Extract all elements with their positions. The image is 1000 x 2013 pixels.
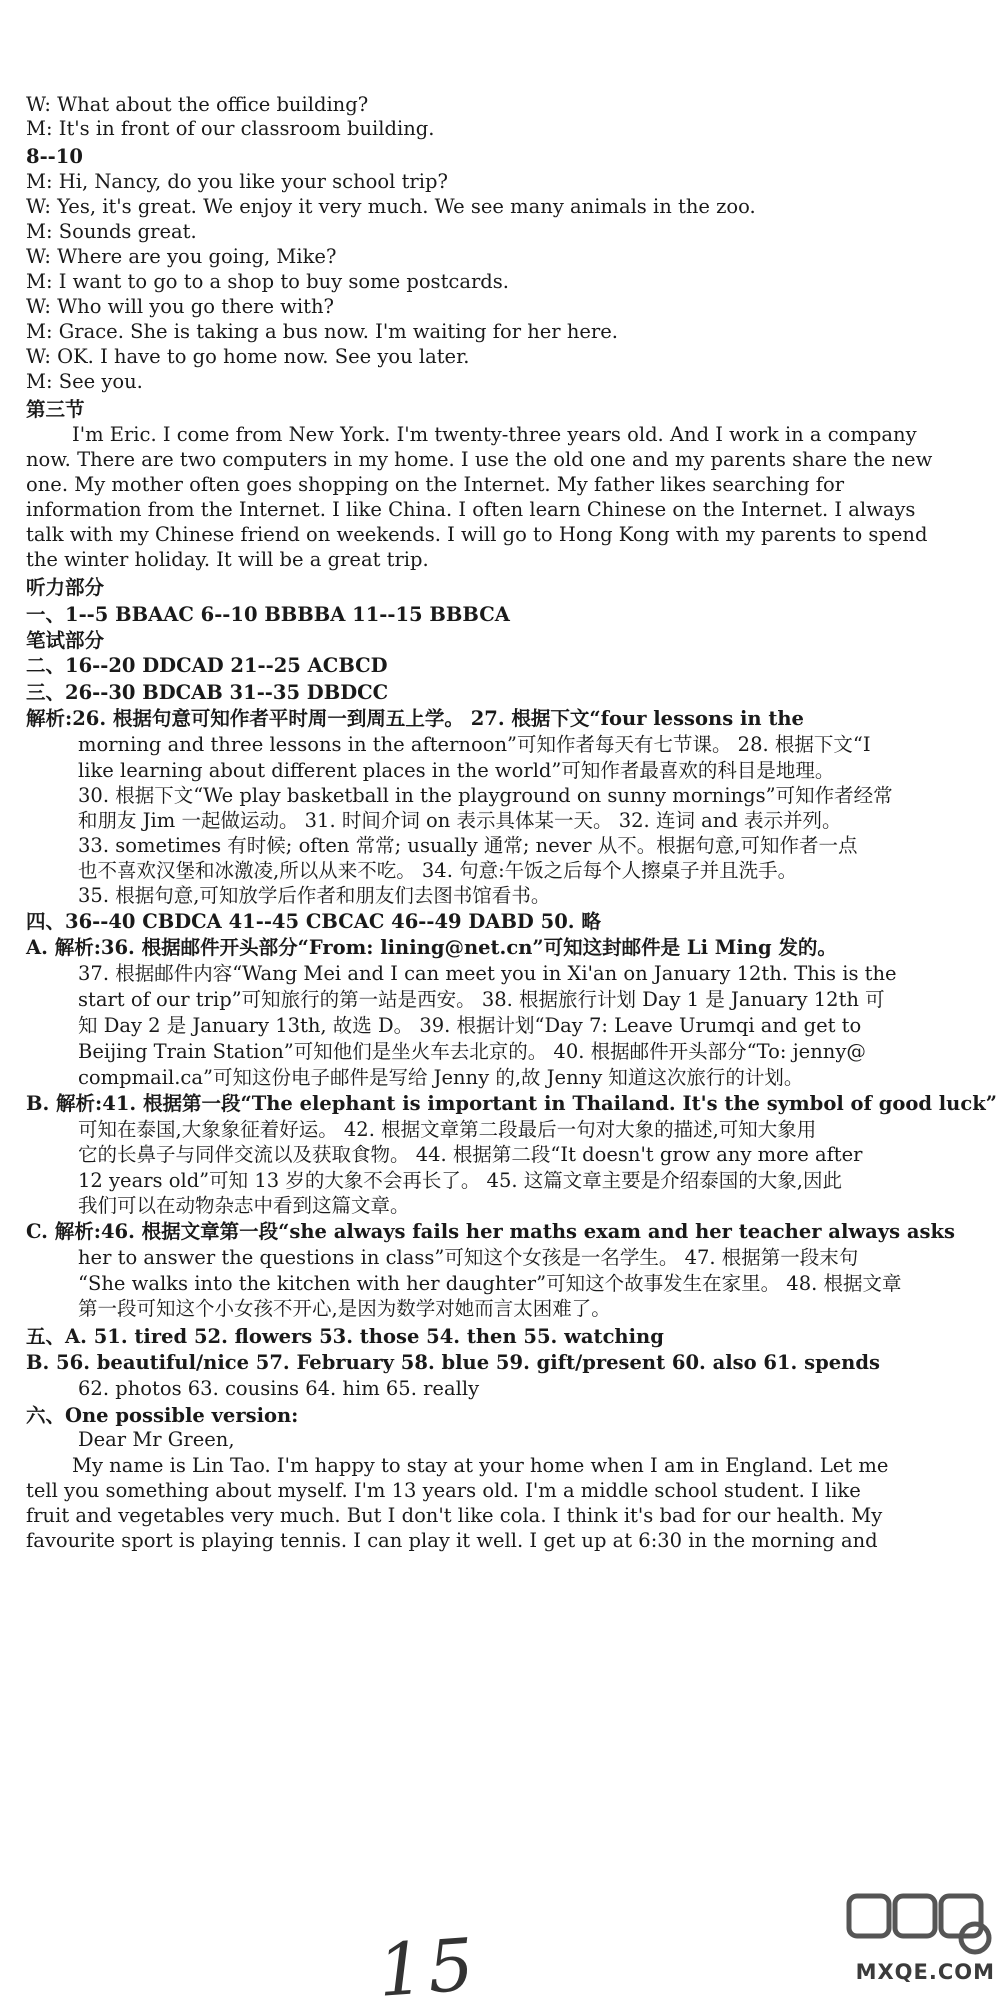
text-line: M: See you. — [26, 370, 143, 393]
text-line: compmail.ca”可知这份电子邮件是写给 Jenny 的,故 Jenny 知道这次旅行的计划。 — [78, 1066, 804, 1089]
text-line: 也不喜欢汉堡和冰激凌,所以从来不吃。 34. 句意:午饭之后每个人擦桌子并且洗手。 — [78, 859, 798, 882]
watermark-text: MXQE.COM — [855, 1960, 995, 1984]
text-line: 第一段可知这个小女孩不开心,是因为数学对她而言太困难了。 — [78, 1297, 611, 1320]
text-line: favourite sport is playing tennis. I can play it well. I get up at 6:30 in the morning and — [26, 1529, 878, 1552]
text-line: I'm Eric. I come from New York. I'm twenty-three years old. And I work in a company — [72, 423, 917, 446]
text-line: M: It's in front of our classroom building. — [26, 117, 435, 140]
text-line: 12 years old”可知 13 岁的大象不会再长了。 45. 这篇文章主要是介绍泰国的大象,因此 — [78, 1169, 842, 1192]
text-line: 33. sometimes 有时候; often 常常; usually 通常; never 从不。根据句意,可知作者一点 — [78, 834, 858, 857]
text-line: 解析:26. 根据句意可知作者平时周一到周五上学。 27. 根据下文“four lessons in the — [26, 707, 804, 730]
text-line: 四、36--40 CBDCA 41--45 CBCAC 46--49 DABD 50. 略 — [26, 910, 601, 933]
text-line: 30. 根据下文“We play basketball in the playground on sunny mornings”可知作者经常 — [78, 784, 893, 807]
text-line: the winter holiday. It will be a great trip. — [26, 548, 429, 571]
text-line: Beijing Train Station”可知他们是坐火车去北京的。 40. 根据邮件开头部分“To: jenny@ — [78, 1040, 866, 1063]
text-line: C. 解析:46. 根据文章第一段“she always fails her maths exam and her teacher always asks — [26, 1220, 955, 1243]
text-line: Dear Mr Green, — [78, 1428, 235, 1451]
text-line: M: Grace. She is taking a bus now. I'm waiting for her here. — [26, 320, 618, 343]
watermark-logo-icon — [845, 1888, 995, 1958]
text-line: 62. photos 63. cousins 64. him 65. really — [78, 1377, 480, 1400]
text-line: information from the Internet. I like China. I often learn Chinese on the Internet. I always — [26, 498, 916, 521]
text-line: W: OK. I have to go home now. See you later. — [26, 345, 470, 368]
text-line: M: I want to go to a shop to buy some postcards. — [26, 270, 509, 293]
text-line: M: Sounds great. — [26, 220, 197, 243]
text-line: tell you something about myself. I'm 13 years old. I'm a middle school student. I like — [26, 1479, 861, 1502]
text-line: 我们可以在动物杂志中看到这篇文章。 — [78, 1194, 410, 1217]
text-line: W: Yes, it's great. We enjoy it very much. We see many animals in the zoo. — [26, 195, 756, 218]
text-line: fruit and vegetables very much. But I don't like cola. I think it's bad for our health. My — [26, 1504, 883, 1527]
text-line: B. 解析:41. 根据第一段“The elephant is important in Thailand. It's the symbol of good luck” — [26, 1092, 997, 1115]
text-line: 六、One possible version: — [26, 1404, 299, 1427]
text-line: start of our trip”可知旅行的第一站是西安。 38. 根据旅行计划 Day 1 是 January 12th 可 — [78, 988, 885, 1011]
text-line: one. My mother often goes shopping on the Internet. My father likes searching for — [26, 473, 845, 496]
text-line: now. There are two computers in my home. I use the old one and my parents share the new — [26, 448, 933, 471]
text-line: her to answer the questions in class”可知这个女孩是一名学生。 47. 根据第一段末句 — [78, 1246, 859, 1269]
text-line: 35. 根据句意,可知放学后作者和朋友们去图书馆看书。 — [78, 884, 551, 907]
text-line: A. 解析:36. 根据邮件开头部分“From: lining@net.cn”可知这封邮件是 Li Ming 发的。 — [26, 936, 837, 959]
text-line: 和朋友 Jim 一起做运动。 31. 时间介词 on 表示具体某一天。 32. 连词 and 表示并列。 — [78, 809, 842, 832]
text-line: 它的长鼻子与同伴交流以及获取食物。 44. 根据第二段“It doesn't grow any more after — [78, 1143, 863, 1166]
text-line: 听力部分 — [26, 576, 105, 599]
text-line: W: What about the office building? — [26, 93, 369, 116]
text-line: 可知在泰国,大象象征着好运。 42. 根据文章第二段最后一句对大象的描述,可知大象用 — [78, 1118, 817, 1141]
text-line: 8--10 — [26, 145, 83, 168]
text-line: My name is Lin Tao. I'm happy to stay at your home when I am in England. Let me — [72, 1454, 889, 1477]
text-line: M: Hi, Nancy, do you like your school trip? — [26, 170, 448, 193]
handwritten-page-number: 15 — [375, 1922, 481, 2013]
text-line: 第三节 — [26, 398, 85, 421]
text-line: 知 Day 2 是 January 13th, 故选 D。 39. 根据计划“Day 7: Leave Urumqi and get to — [78, 1014, 862, 1037]
text-line: 一、1--5 BBAAC 6--10 BBBBA 11--15 BBBCA — [26, 603, 510, 626]
text-line: B. 56. beautiful/nice 57. February 58. blue 59. gift/present 60. also 61. spends — [26, 1351, 880, 1374]
text-line: morning and three lessons in the afternoon”可知作者每天有七节课。 28. 根据下文“I — [78, 733, 871, 756]
text-line: 五、A. 51. tired 52. flowers 53. those 54. then 55. watching — [26, 1325, 664, 1348]
text-line: 二、16--20 DDCAD 21--25 ACBCD — [26, 654, 388, 677]
text-line: 三、26--30 BDCAB 31--35 DBDCC — [26, 681, 389, 704]
text-line: like learning about different places in the world”可知作者最喜欢的科目是地理。 — [78, 759, 835, 782]
text-line: “She walks into the kitchen with her daughter”可知这个故事发生在家里。 48. 根据文章 — [78, 1272, 902, 1295]
text-line: W: Who will you go there with? — [26, 295, 334, 318]
text-line: talk with my Chinese friend on weekends. I will go to Hong Kong with my parents to spend — [26, 523, 928, 546]
text-line: W: Where are you going, Mike? — [26, 245, 337, 268]
text-line: 笔试部分 — [26, 629, 105, 652]
text-line: 37. 根据邮件内容“Wang Mei and I can meet you in Xi'an on January 12th. This is the — [78, 962, 897, 985]
